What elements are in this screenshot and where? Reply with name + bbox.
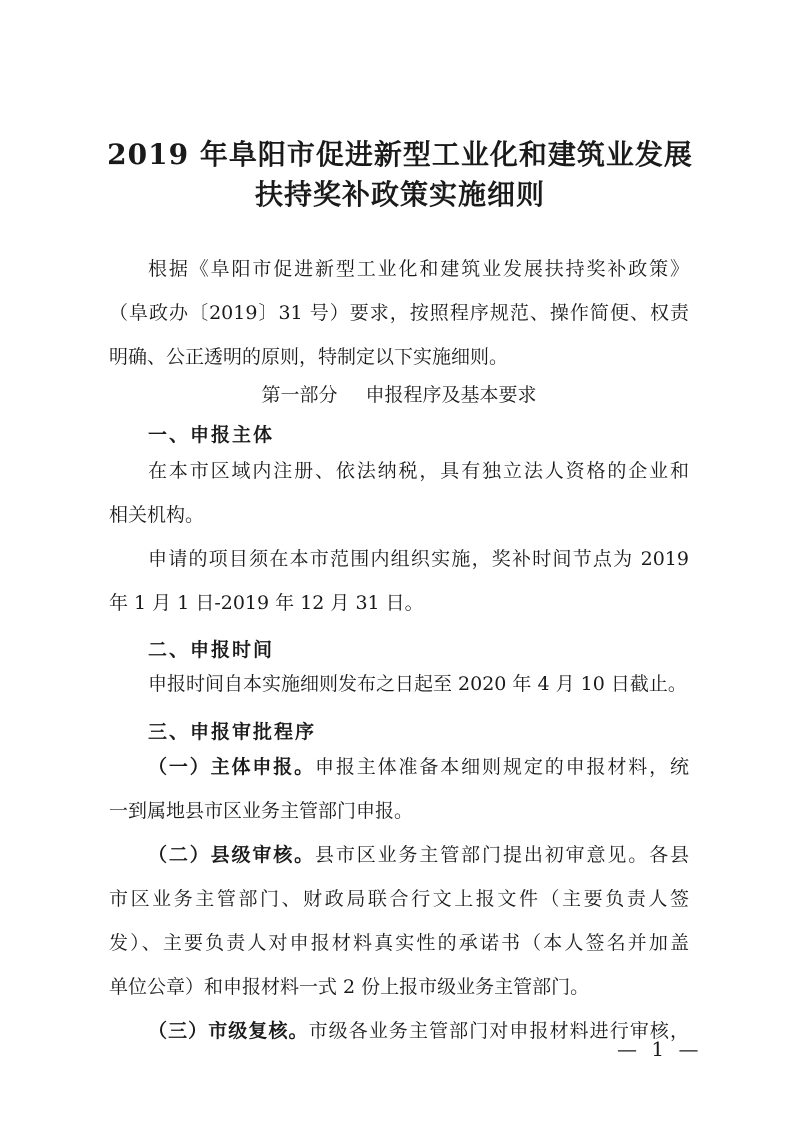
sec3-item2-line-3: 发）、主要负责人对申报材料真实性的承诺书（本人签名并加盖 — [109, 932, 689, 954]
sec1-para2-line-1: 申请的项目须在本市范围内组织实施，奖补时间节点为 2019 — [148, 548, 689, 570]
sec3-item2-line-2: 市区业务主管部门、财政局联合行文上报文件（主要负责人签 — [109, 888, 689, 910]
part-heading — [109, 377, 689, 413]
part-label: 第一部分 — [261, 384, 338, 406]
intro-line-3: 明确、公正透明的原则，特制定以下实施细则。 — [109, 346, 509, 368]
item1-text: 申报主体准备本细则规定的申报材料，统 — [315, 756, 689, 778]
item3-text: 市级各业务主管部门对申报材料进行审核， — [308, 1020, 689, 1042]
sec1-para1-line-2: 相关机构。 — [109, 504, 205, 526]
section-heading-2: 二、申报时间 — [148, 639, 275, 661]
sec3-item1-line-2: 一到属地县市区业务主管部门申报。 — [109, 800, 414, 822]
document-title-line-1: 2019 年阜阳市促进新型工业化和建筑业发展 — [107, 138, 693, 171]
sec1-para2-line-2: 年 1 月 1 日-2019 年 12 月 31 日。 — [109, 592, 424, 614]
sec2-para1: 申报时间自本实施细则发布之日起至 2020 年 4 月 10 日截止。 — [148, 673, 687, 695]
intro-line-2: （阜政办〔2019〕31 号）要求，按照程序规范、操作简便、权责 — [109, 302, 689, 324]
sec1-para1-line-1: 在本市区域内注册、依法纳税，具有独立法人资格的企业和 — [148, 460, 689, 482]
part-title: 申报程序及基本要求 — [365, 384, 537, 406]
item2-text: 县市区业务主管部门提出初审意见。各县 — [315, 844, 689, 866]
item3-label: （三）市级复核。 — [148, 1020, 309, 1042]
sec3-item2-line-4: 单位公章）和申报材料一式 2 份上报市级业务主管部门。 — [109, 976, 590, 998]
sec3-item3-line-1 — [148, 1008, 689, 1054]
document-title-line-2: 扶持奖补政策实施细则 — [254, 178, 545, 211]
page-number: — 1 — — [617, 1037, 703, 1061]
intro-line-1: 根据《阜阳市促进新型工业化和建筑业发展扶持奖补政策》 — [148, 258, 689, 280]
item2-label: （二）县级审核。 — [148, 844, 316, 866]
sec3-item2-line-1 — [148, 832, 689, 878]
section-heading-3: 三、申报审批程序 — [148, 721, 317, 743]
item1-label: （一）主体申报。 — [148, 756, 316, 778]
section-heading-1: 一、申报主体 — [148, 424, 275, 446]
sec3-item1-line-1 — [148, 744, 689, 790]
